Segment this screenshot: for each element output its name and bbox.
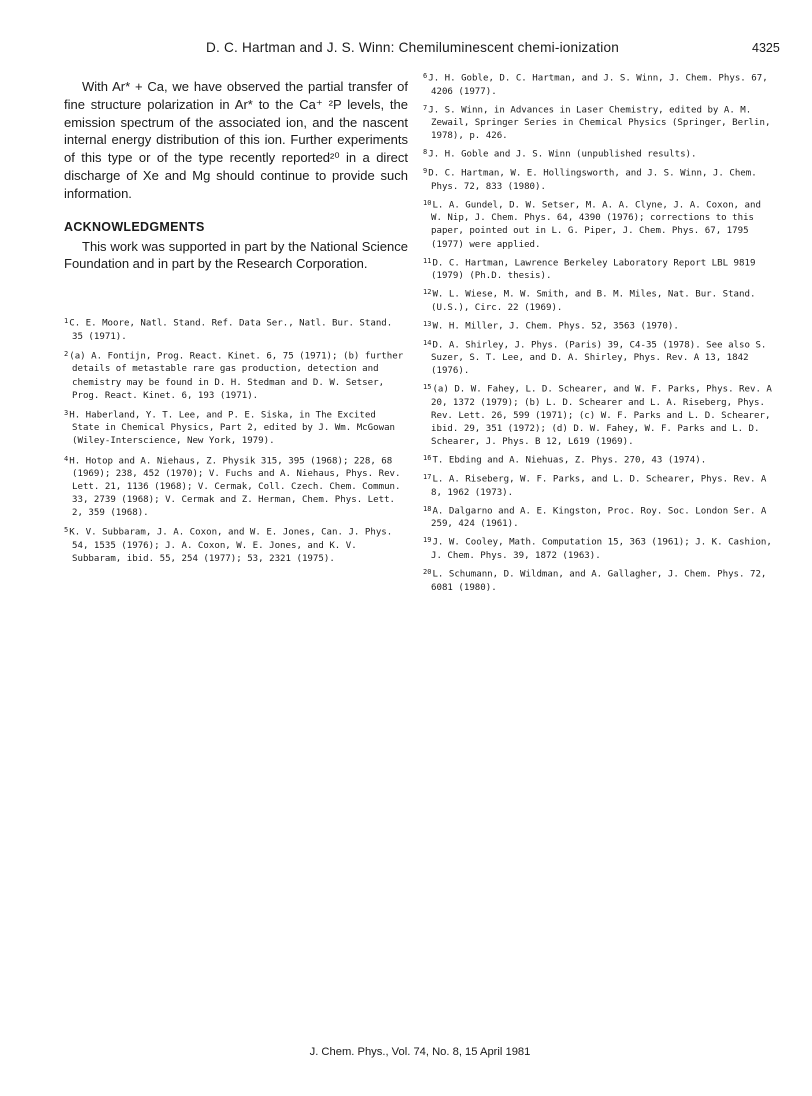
reference-7: $^7$J. S. Winn, in Advances in Laser Chemistry, edited by A. M. Zewail, Springer Series in Chemical Physics (Springer, Berlin, 1978), p. 426. <box>423 103 771 142</box>
reference-19: $^{19}$J. W. Cooley, Math. Computation 15, 363 (1961); J. K. Cashion, J. Chem. Phys. 39, 1872 (1963). <box>423 536 772 561</box>
reference-9: $^9$D. C. Hartman, W. E. Hollingsworth, and J. S. Winn, J. Chem. Phys. 72, 833 (1980). <box>423 167 757 192</box>
reference-16: $^{16}$T. Ebding and A. Niehuas, Z. Phys. 270, 43 (1974). <box>423 454 707 466</box>
reference-17: $^{17}$L. A. Riseberg, W. F. Parks, and L. D. Schearer, Phys. Rev. A 8, 1962 (1973). <box>423 472 767 498</box>
page-number: 4325 <box>752 41 780 55</box>
references-left <box>64 315 408 566</box>
acknowledgments-text: This work was supported in part by the National Science Foundation and in part by the Research Corporation. <box>64 238 408 272</box>
running-header <box>0 40 812 62</box>
journal-footer <box>0 1046 812 1058</box>
reference-2: $^2$(a) A. Fontijn, Prog. React. Kinet. 6, 75 (1971); (b) further details of metastable rare gas production, detection and chemistry may be found in D. H. Stedman and D. W. Setser, Prog. React. Kinet. 6, 193 (1971). <box>64 349 404 401</box>
reference-8: $^8$J. H. Goble and J. S. Winn (unpublished results). <box>423 148 697 160</box>
reference-10: $^{10}$L. A. Gundel, D. W. Setser, M. A. A. Clyne, J. A. Coxon, and W. Nip, J. Chem. Phys. 64, 4390 (1976); corrections to this paper, pointed out in L. G. Piper, J. Chem. Phys. 67, 1795 (1977) were applied. <box>423 198 761 250</box>
conclusion-paragraph: With Ar* + Ca, we have observed the partial transfer of fine structure polarization in Ar* to the Ca⁺ ²P levels, the emission spectrum of the associated ion, and the nascent internal energy distribution of this ion. Further experiments of this type or of the type recently reported²⁰ in a direct discharge of Xe and Mg should continue to provide such information. <box>64 79 408 201</box>
reference-14: $^{14}$D. A. Shirley, J. Phys. (Paris) 39, C4-35 (1978). See also S. Suzer, S. T. Lee, and D. A. Shirley, Phys. Rev. A 13, 1842 (1976). <box>423 338 767 377</box>
left-column <box>64 70 408 570</box>
running-title: D. C. Hartman and J. S. Winn: Chemiluminescent chemi-ionization <box>206 40 620 55</box>
reference-4: $^4$H. Hotop and A. Niehaus, Z. Physik 315, 395 (1968); 228, 68 (1969); 238, 452 (1970); V. Fuchs and A. Niehaus, Phys. Rev. Lett. 21, 1136 (1968); V. Cermak, Coll. Czech. Chem. Commun. 33, 2739 (1968); V. Cermak and Z. Herman, Chem. Phys. Lett. 2, 359 (1968). <box>64 454 401 519</box>
reference-11: $^{11}$D. C. Hartman, Lawrence Berkeley Laboratory Report LBL 9819 (1979) (Ph.D. thesis). <box>423 256 756 282</box>
reference-20: $^{20}$L. Schumann, D. Wildman, and A. Gallagher, J. Chem. Phys. 72, 6081 (1980). <box>423 568 767 593</box>
reference-1: $^1$C. E. Moore, Natl. Stand. Ref. Data Ser., Natl. Bur. Stand. 35 (1971). <box>64 317 393 342</box>
reference-5: $^5$K. V. Subbaram, J. A. Coxon, and W. E. Jones, Can. J. Phys. 54, 1535 (1976); J. A. Coxon, W. E. Jones, and K. V. Subbaram, ibid. 55, 254 (1977); 53, 2321 (1975). <box>64 526 393 565</box>
right-column <box>423 70 776 598</box>
journal-citation: J. Chem. Phys., Vol. 74, No. 8, 15 April 1981 <box>309 1046 531 1058</box>
reference-13: $^{13}$W. H. Miller, J. Chem. Phys. 52, 3563 (1970). <box>423 320 679 332</box>
reference-15: $^{15}$(a) D. W. Fahey, L. D. Schearer, and W. F. Parks, Phys. Rev. A 20, 1372 (1979); (b) L. D. Schearer and L. A. Riseberg, Phys. Rev. Lett. 26, 599 (1971); (c) W. F. Parks and L. D. Schearer, ibid. 29, 351 (1972); (d) D. W. Fahey, W. F. Parks and L. D. Schearer, J. Phys. B 12, L619 (1969). <box>423 383 772 448</box>
reference-6: $^6$J. H. Goble, D. C. Hartman, and J. S. Winn, J. Chem. Phys. 67, 4206 (1977). <box>423 72 768 97</box>
reference-3: $^3$H. Haberland, Y. T. Lee, and P. E. Siska, in The Excited State in Chemical Physics, Part 2, edited by J. Wm. McGowan (Wiley-Interscience, New York, 1979). <box>64 408 396 447</box>
acknowledgments-heading: ACKNOWLEDGMENTS <box>64 219 205 234</box>
reference-12: $^{12}$W. L. Wiese, M. W. Smith, and B. M. Miles, Nat. Bur. Stand. (U.S.), Circ. 22 (1969). <box>423 288 756 313</box>
reference-18: $^{18}$A. Dalgarno and A. E. Kingston, Proc. Roy. Soc. London Ser. A 259, 424 (1961). <box>423 504 767 530</box>
